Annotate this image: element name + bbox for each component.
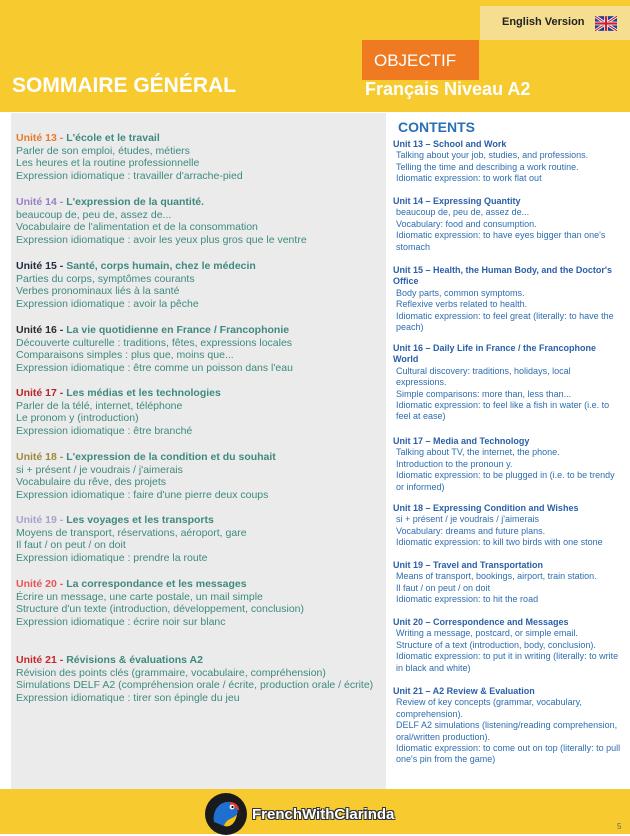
unit-line: Comparaisons simples : plus que, moins que... xyxy=(16,349,234,362)
unit-line: Reflexive verbs related to health. xyxy=(396,299,528,310)
contents-title: CONTENTS xyxy=(398,119,475,135)
unit-line: Idiomatic expression: to feel great (literally: to have the peach) xyxy=(396,310,614,333)
unit-heading: Unité 19 - Les voyages et les transports xyxy=(16,514,214,526)
unit-heading: Unit 17 – Media and Technology xyxy=(393,436,530,446)
unit-number: Unité 21 xyxy=(16,654,57,666)
unit-line: Parler de son emploi, études, métiers xyxy=(16,144,190,157)
unit-line: Expression idiomatique : être branché xyxy=(16,424,193,437)
unit-line: Révision des points clés (grammaire, vocabulaire, compréhension) xyxy=(16,666,326,679)
english-unit-block xyxy=(393,343,623,423)
unit-line: Idiomatic expression: to feel like a fish in water (i.e. to feel at ease) xyxy=(396,400,610,422)
unit-line: Découverte culturelle : traditions, fêtes, expressions locales xyxy=(16,336,293,349)
unit-title: La vie quotidienne en France / Francophonie xyxy=(66,324,290,336)
unit-title: L'expression de la condition et du souhait xyxy=(66,451,276,463)
english-unit-block xyxy=(393,617,623,674)
page-title: SOMMAIRE GÉNÉRAL xyxy=(12,74,237,97)
unit-heading: Unit 15 – Health, the Human Body, and the Doctor's Office xyxy=(393,265,613,287)
unit-line: Vocabulaire du rêve, des projets xyxy=(16,476,167,489)
unit-heading: Unité 15 - Santé, corps humain, chez le médecin xyxy=(16,260,256,272)
unit-line: Expression idiomatique : avoir la pêche xyxy=(16,297,199,310)
unit-line: Expression idiomatique : avoir les yeux plus gros que le ventre xyxy=(16,233,307,246)
unit-line: Introduction to the pronoun y. xyxy=(396,458,513,469)
unit-heading: Unité 14 - L'expression de la quantité. xyxy=(16,196,205,208)
unit-line: DELF A2 simulations (listening/reading comprehension, oral/written production). xyxy=(396,720,618,742)
unit-line: Idiomatic expression: to kill two birds with one stone xyxy=(396,537,603,548)
unit-line: Expression idiomatique : prendre la route xyxy=(16,551,208,564)
unit-heading: Unit 20 – Correspondence and Messages xyxy=(393,617,569,627)
unit-line: Vocabulary: dreams and future plans. xyxy=(396,525,546,536)
page-number: 5 xyxy=(617,822,622,831)
unit-line: Moyens de transport, réservations, aéroport, gare xyxy=(16,526,247,539)
unit-line: Parler de la télé, internet, téléphone xyxy=(16,399,183,412)
english-version-label: English Version xyxy=(502,16,585,28)
english-unit-block xyxy=(393,686,623,766)
unit-number: Unité 19 xyxy=(16,514,57,526)
english-version-button[interactable] xyxy=(480,6,630,40)
unit-line: Talking about TV, the internet, the phone. xyxy=(396,447,560,458)
unit-line: beaucoup de, peu de, assez de... xyxy=(396,207,530,218)
unit-heading: Unité 21 - Révisions & évaluations A2 xyxy=(16,654,203,666)
unit-line: Simulations DELF A2 (compréhension orale / écrite, production orale / écrite) xyxy=(16,679,374,692)
unit-heading: Unité 16 - La vie quotidienne en France / Francophonie xyxy=(16,324,290,336)
unit-line: Il faut / on peut / on doit xyxy=(16,539,126,552)
unit-title: Révisions & évaluations A2 xyxy=(66,654,203,666)
french-unit-block xyxy=(16,451,386,501)
unit-line: Structure d'un texte (introduction, développement, conclusion) xyxy=(16,603,305,616)
unit-line: Review of key concepts (grammar, vocabulary, comprehension). xyxy=(396,697,582,719)
unit-line: si + présent / je voudrais / j'aimerais xyxy=(396,514,540,525)
unit-heading: Unité 17 - Les médias et les technologies xyxy=(16,387,221,399)
french-unit-block xyxy=(16,578,386,628)
unit-line: Expression idiomatique : tirer son épingle du jeu xyxy=(16,691,240,704)
unit-heading: Unit 13 – School and Work xyxy=(393,139,507,149)
unit-line: Talking about your job, studies, and professions. xyxy=(396,150,589,161)
unit-line: Vocabulaire de l'alimentation et de la consommation xyxy=(16,221,258,234)
english-unit-block xyxy=(393,265,623,333)
unit-title: L'expression de la quantité. xyxy=(66,196,205,208)
unit-line: Expression idiomatique : faire d'une pierre deux coups xyxy=(16,488,269,501)
unit-number: Unité 20 xyxy=(16,578,57,590)
unit-line: Vocabulary: food and consumption. xyxy=(396,218,537,229)
level-subtitle: Français Niveau A2 xyxy=(365,79,531,99)
unit-line: Expression idiomatique : travailler d'arrache-pied xyxy=(16,169,243,182)
unit-line: Expression idiomatique : être comme un poisson dans l'eau xyxy=(16,361,293,374)
unit-heading: Unité 20 - La correspondance et les messages xyxy=(16,578,247,590)
french-unit-block xyxy=(16,387,386,437)
unit-title: Les médias et les technologies xyxy=(66,387,221,399)
unit-heading: Unit 14 – Expressing Quantity xyxy=(393,196,521,206)
unit-line: Écrire un message, une carte postale, un mail simple xyxy=(16,590,263,603)
unit-line: Idiomatic expression: to work flat out xyxy=(396,173,542,184)
unit-line: si + présent / je voudrais / j'aimerais xyxy=(16,463,183,476)
french-unit-block xyxy=(16,132,386,182)
unit-number: Unité 13 xyxy=(16,132,57,144)
french-unit-block xyxy=(16,196,386,246)
unit-line: Parties du corps, symptômes courants xyxy=(16,272,195,285)
french-unit-block xyxy=(16,514,386,564)
unit-line: Idiomatic expression: to have eyes bigger than one's stomach xyxy=(396,230,606,252)
french-unit-block xyxy=(16,654,386,704)
unit-line: Means of transport, bookings, airport, train station. xyxy=(396,571,597,582)
unit-number: Unité 16 xyxy=(16,324,57,336)
unit-number: Unité 14 xyxy=(16,196,57,208)
unit-title: Les voyages et les transports xyxy=(66,514,214,526)
unit-line: Expression idiomatique : écrire noir sur blanc xyxy=(16,615,226,628)
unit-line: Telling the time and describing a work routine. xyxy=(396,161,579,172)
english-unit-block xyxy=(393,196,623,253)
french-unit-block xyxy=(16,324,386,374)
objectif-box xyxy=(362,40,479,80)
french-unit-block xyxy=(16,260,386,310)
unit-line: Writing a message, postcard, or simple email. xyxy=(396,628,578,639)
english-unit-block xyxy=(393,560,623,606)
unit-line: Simple comparisons: more than, less than... xyxy=(396,388,572,399)
unit-heading: Unit 18 – Expressing Condition and Wishes xyxy=(393,503,579,513)
unit-title: La correspondance et les messages xyxy=(66,578,247,590)
unit-line: beaucoup de, peu de, assez de... xyxy=(16,208,172,221)
parrot-logo-icon xyxy=(204,792,248,836)
objectif-label: OBJECTIF xyxy=(374,51,457,70)
unit-number: Unité 18 xyxy=(16,451,57,463)
unit-line: Cultural discovery: traditions, holidays, local expressions. xyxy=(396,365,571,388)
unit-heading: Unit 21 – A2 Review & Evaluation xyxy=(393,686,535,696)
english-unit-block xyxy=(393,139,623,185)
unit-line: Le pronom y (introduction) xyxy=(16,412,139,425)
unit-heading: Unit 16 – Daily Life in France / the Francophone World xyxy=(393,343,597,365)
english-unit-block xyxy=(393,436,623,493)
unit-heading: Unité 13 - L'école et le travail xyxy=(16,132,160,144)
unit-line: Structure of a text (introduction, body, conclusion). xyxy=(396,639,596,650)
unit-heading: Unit 19 – Travel and Transportation xyxy=(393,560,544,570)
uk-flag-icon xyxy=(595,16,617,31)
unit-line: Idiomatic expression: to come out on top (literally: to pull one's pin from the game) xyxy=(396,743,621,765)
unit-title: Santé, corps humain, chez le médecin xyxy=(66,260,256,272)
unit-number: Unité 17 xyxy=(16,387,57,399)
unit-line: Il faut / on peut / on doit xyxy=(396,582,491,593)
unit-line: Verbes pronominaux liés à la santé xyxy=(16,285,180,298)
unit-heading: Unité 18 - L'expression de la condition et du souhait xyxy=(16,451,276,463)
unit-line: Body parts, common symptoms. xyxy=(396,287,525,298)
unit-number: Unité 15 xyxy=(16,260,57,272)
unit-line: Idiomatic expression: to hit the road xyxy=(396,594,539,605)
unit-title: L'école et le travail xyxy=(66,132,160,144)
unit-line: Idiomatic expression: to be plugged in (i.e. to be trendy or informed) xyxy=(396,470,615,492)
brand-name: FrenchWithClarinda xyxy=(252,806,395,823)
english-unit-block xyxy=(393,503,623,549)
unit-line: Idiomatic expression: to put it in writing (literally: to write in black and white) xyxy=(396,651,619,673)
unit-line: Les heures et la routine professionnelle xyxy=(16,157,200,170)
